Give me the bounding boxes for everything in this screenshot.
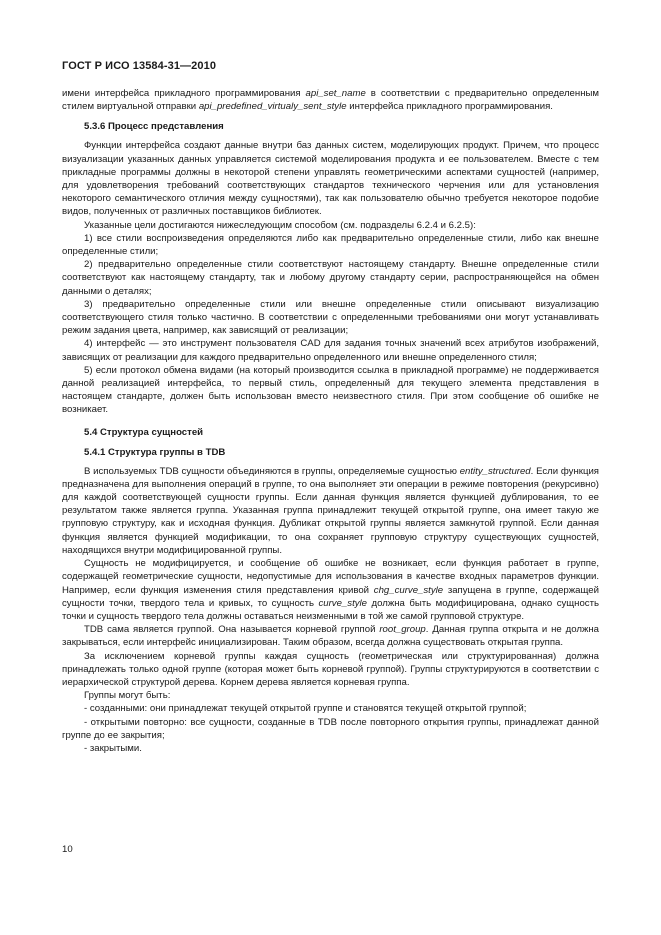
paragraph: В используемых TDB сущности объединяются в группы, определяемые сущностью entity_structured. Если функция предназначена для выполнения операций в группе, то она выполняет эти операции в режиме повторения (рекурсивно) для каждой соответствующей сущности группы. Если данная функция является функцией дублирования, то ее результатом также является группа. Указанная группа принадлежит текущей открытой группе, она имеет такую же групповую структуру, как и исходная функция. Дубликат открытой группы является замкнутой группой. Если данная функция является функцией модификации, то она сохраняет групповую структуру существующих сущностей, находящихся внутри модифицированной группы. <box>62 465 600 556</box>
list-item: 1) все стили воспроизведения определяются либо как предварительно определенные стили, либо как внешне определенные стили; <box>62 232 599 258</box>
section-heading-5-4: 5.4 Структура сущностей <box>84 426 204 438</box>
paragraph: Функции интерфейса создают данные внутри баз данных систем, моделирующих продукт. Причем, что процесс визуализации указанных данных управляется системой моделирования продукта и ее пользователем. Вместе с тем прикладные программы должны в некоторой степени управлять геометрическими аспектами сущностей (например, для удовлетворения требований соответствующих стандартов технического черчения или для установления некоторого семантического отличия между сущностями), так как пользователю обычно требуется некоторое подобие видов, полученных от различных поставщиков библиотек. <box>62 140 599 218</box>
paragraph: TDB сама является группой. Она называется корневой группой root_group. Данная группа открыта и не должна закрываться, если интерфейс инициализирован. Таким образом, всегда должна существовать открытая группа. <box>62 624 599 649</box>
document-header: ГОСТ Р ИСО 13584-31—2010 <box>62 60 217 72</box>
paragraph: Группы могут быть: <box>84 690 171 702</box>
list-item: 5) если протокол обмена видами (на который производится ссылка в прикладной программе) не поддерживается данной реализацией интерфейса, то первый стиль, определенный для текущего элемента представления в настоящем стандарте, должен быть использован вместо неизвестного стиля. При этом сообщение об ошибке не возникает. <box>62 364 599 416</box>
list-item: - открытыми повторно: все сущности, созданные в TDB после повторного открытия группы, принадлежат данной группе до ее закрытия; <box>62 716 599 741</box>
paragraph: Указанные цели достигаются нижеследующим способом (см. подразделы 6.2.4 и 6.2.5): <box>84 219 476 231</box>
intro-paragraph: имени интерфейса прикладного программирования api_set_name в соответствии с предварительно определенным стилем виртуальной отправки api_predefined_virtualy_sent_style интерфейса прикладного программирования. <box>62 88 599 113</box>
list-item: 4) интерфейс — это инструмент пользователя CAD для задания точных значений всех атрибутов изображений, зависящих от реализации для каждого предварительно определенного или внешне определенного стиля; <box>62 338 599 363</box>
list-item: - созданными: они принадлежат текущей открытой группе и становятся текущей открытой группой; <box>84 703 527 715</box>
paragraph: За исключением корневой группы каждая сущность (геометрическая или структурированная) должна принадлежать только одной группе (которая может быть корневой группой). Группы структурируются в соответствии с иерархической структурой дерева. Корнем дерева является корневая группа. <box>62 650 599 688</box>
list-item: - закрытыми. <box>84 742 142 754</box>
page-number: 10 <box>62 844 73 855</box>
paragraph: Сущность не модифицируется, и сообщение об ошибке не возникает, если функция работает в группе, содержащей геометрические сущности, недопустимые для использования в качестве входных параметров функции. Например, если функция изменения стиля представления кривой chg_curve_style запущена в группе, содержащей сущности точки, твердого тела и кривых, то сущность curve_style должна быть модифицирована, однако сущность точки и сущность твердого тела должны оставаться неизменными в той же самой групповой структуре. <box>62 558 599 622</box>
list-item: 3) предварительно определенные стили или внешне определенные стили описывают визуализацию соответствующего стиля только частично. В соответствии с определенными требованиями они могут устанавливать режим задания цвета, например, как зависящий от реализации; <box>62 298 599 337</box>
list-item: 2) предварительно определенные стили соответствуют настоящему стандарту. Внешне определенные стили соответствуют как настоящему стандарту, так и любому другому стандарту серии, распространяющейся на обмен данными о деталях; <box>62 259 599 297</box>
section-heading-5-3-6: 5.3.6 Процесс представления <box>84 121 224 133</box>
section-heading-5-4-1: 5.4.1 Структура группы в TDB <box>84 446 226 458</box>
